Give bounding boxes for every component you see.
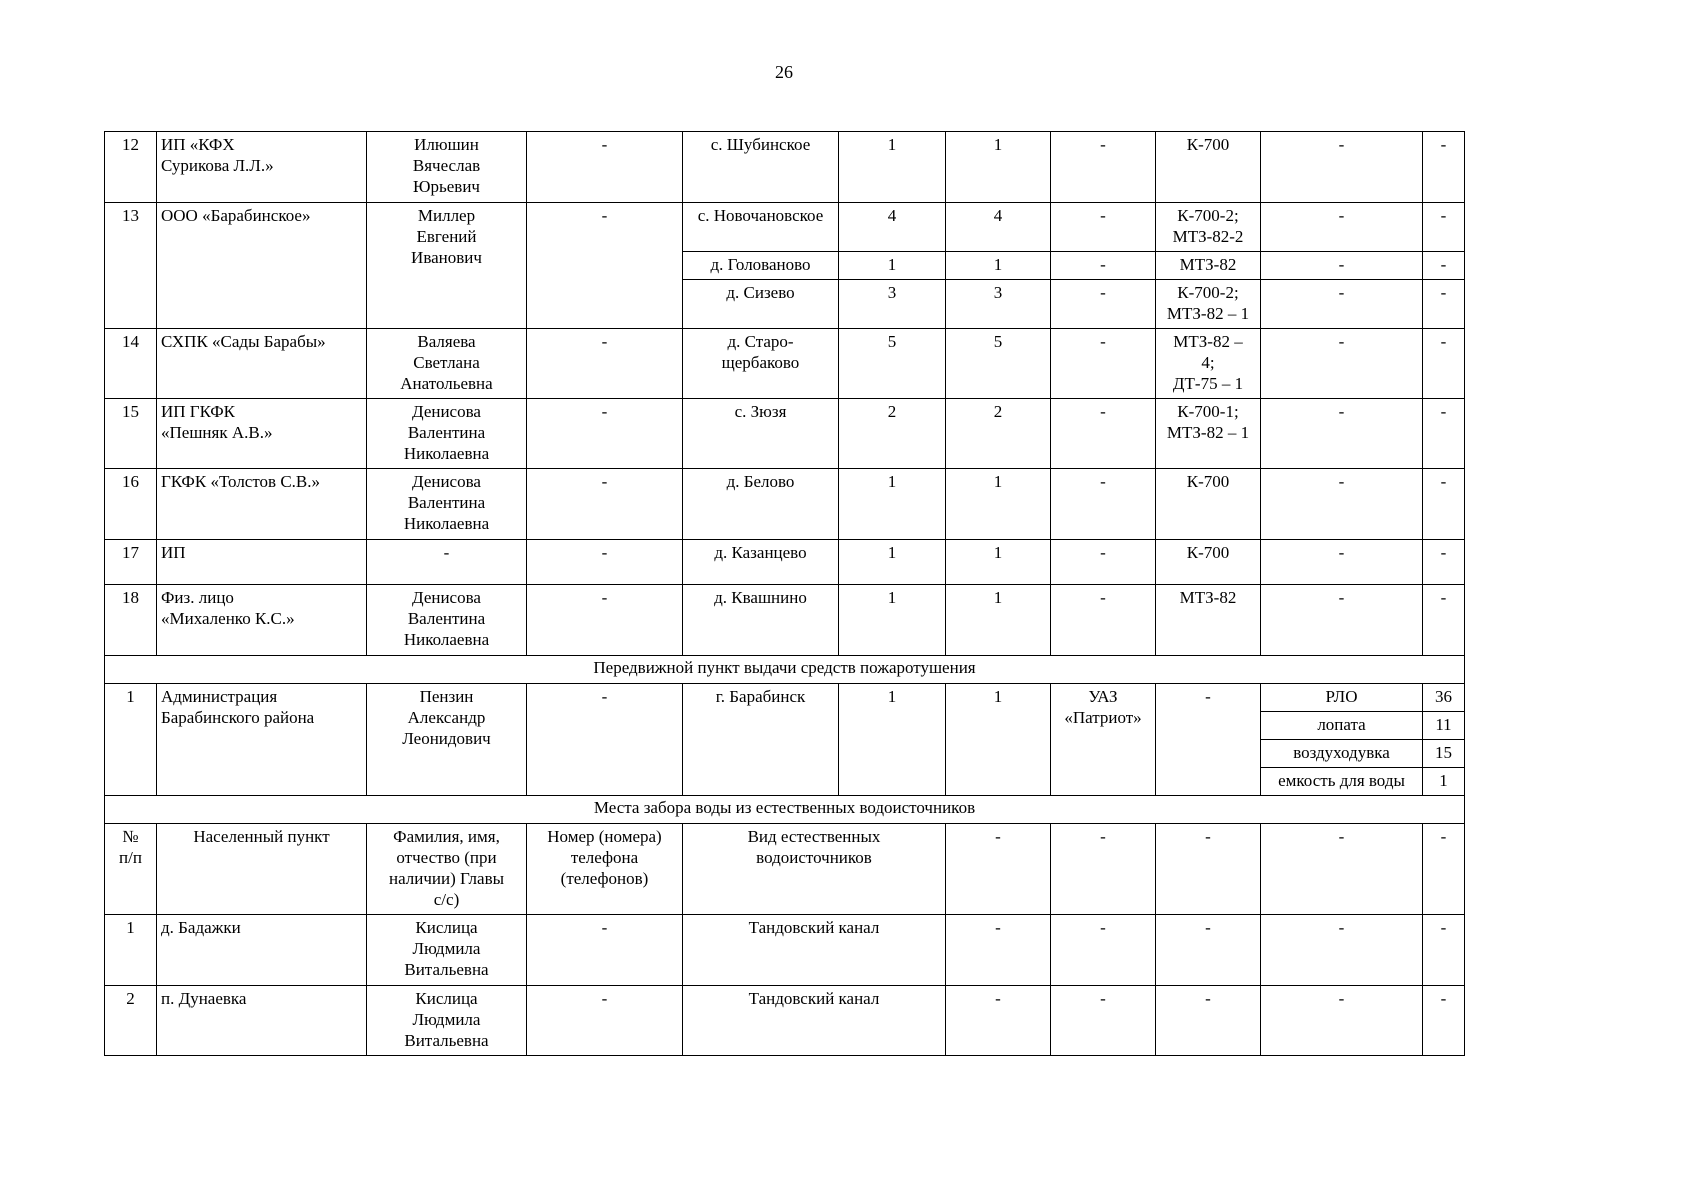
extinguishing-qty: 11 — [1423, 712, 1465, 740]
header-water-source: Вид естественных водоисточников — [683, 824, 946, 915]
settlement-cell: д. Голованово — [683, 252, 839, 280]
extinguishing-item: лопата — [1261, 712, 1423, 740]
dash-cell: - — [1261, 915, 1423, 986]
organization-name: ИП — [157, 540, 367, 585]
phone-cell: - — [527, 585, 683, 656]
table-row — [105, 540, 1465, 585]
count-cell: 1 — [946, 252, 1051, 280]
water-source-cell: Тандовский канал — [683, 986, 946, 1056]
dash-cell: - — [1261, 329, 1423, 399]
phone-cell: - — [527, 986, 683, 1056]
phone-cell: - — [527, 915, 683, 986]
table-row — [105, 132, 1465, 203]
phone-cell: - — [527, 399, 683, 469]
dash-cell: - — [1051, 399, 1156, 469]
dash-cell: - — [1423, 132, 1465, 203]
dash-cell: - — [1051, 280, 1156, 329]
dash-cell: - — [1051, 132, 1156, 203]
dash-cell: - — [1051, 540, 1156, 585]
count-cell: 2 — [946, 399, 1051, 469]
settlement-cell: д. Сизево — [683, 280, 839, 329]
dash-cell: - — [946, 824, 1051, 915]
head-name: Денисова Валентина Николаевна — [367, 399, 527, 469]
dash-cell: - — [1423, 585, 1465, 656]
dash-cell: - — [946, 915, 1051, 986]
settlement-cell: д. Казанцево — [683, 540, 839, 585]
dash-cell: - — [1261, 203, 1423, 252]
dash-cell: - — [1423, 986, 1465, 1056]
row-number: 1 — [105, 915, 157, 986]
dash-cell: - — [1423, 824, 1465, 915]
extinguishing-qty: 15 — [1423, 740, 1465, 768]
header-phone: Номер (номера) телефона (телефонов) — [527, 824, 683, 915]
dash-cell: - — [1051, 469, 1156, 540]
count-cell: 1 — [839, 252, 946, 280]
dash-cell: - — [1261, 280, 1423, 329]
count-cell: 3 — [946, 280, 1051, 329]
row-number: 2 — [105, 986, 157, 1056]
organization-name: Администрация Барабинского района — [157, 684, 367, 796]
count-cell: 1 — [839, 132, 946, 203]
dash-cell: - — [1156, 824, 1261, 915]
table-row — [105, 986, 1465, 1056]
extinguishing-item: емкость для воды — [1261, 768, 1423, 796]
dash-cell: - — [1261, 132, 1423, 203]
dash-cell: - — [1156, 915, 1261, 986]
row-number: 18 — [105, 585, 157, 656]
vehicle-cell: УАЗ «Патриот» — [1051, 684, 1156, 796]
head-name: Илюшин Вячеслав Юрьевич — [367, 132, 527, 203]
extinguishing-item: РЛО — [1261, 684, 1423, 712]
equipment-cell: К-700-1; МТЗ-82 – 1 — [1156, 399, 1261, 469]
dash-cell: - — [1261, 585, 1423, 656]
count-cell: 1 — [946, 684, 1051, 796]
extinguishing-qty: 1 — [1423, 768, 1465, 796]
phone-cell: - — [527, 132, 683, 203]
equipment-cell: МТЗ-82 – 4; ДТ-75 – 1 — [1156, 329, 1261, 399]
equipment-cell: МТЗ-82 — [1156, 252, 1261, 280]
count-cell: 5 — [839, 329, 946, 399]
dash-cell: - — [1051, 329, 1156, 399]
settlement-cell: г. Барабинск — [683, 684, 839, 796]
header-row — [105, 824, 1465, 915]
dash-cell: - — [1261, 399, 1423, 469]
row-number: 1 — [105, 684, 157, 796]
dash-cell: - — [1261, 986, 1423, 1056]
page-number: 26 — [775, 62, 793, 82]
head-name: Денисова Валентина Николаевна — [367, 469, 527, 540]
dash-cell: - — [1051, 824, 1156, 915]
settlement-cell: с. Новочановское — [683, 203, 839, 252]
dash-cell: - — [1423, 203, 1465, 252]
table-row — [105, 203, 1465, 252]
table-row — [105, 399, 1465, 469]
count-cell: 4 — [946, 203, 1051, 252]
dash-cell: - — [1423, 915, 1465, 986]
equipment-cell: К-700 — [1156, 132, 1261, 203]
row-number: 12 — [105, 132, 157, 203]
settlement-cell: с. Шубинское — [683, 132, 839, 203]
document-table — [104, 131, 1465, 1056]
dash-cell: - — [1423, 399, 1465, 469]
phone-cell: - — [527, 469, 683, 540]
equipment-cell: МТЗ-82 — [1156, 585, 1261, 656]
dash-cell: - — [1423, 329, 1465, 399]
header-settlement: Населенный пункт — [157, 824, 367, 915]
count-cell: 1 — [946, 132, 1051, 203]
settlement-cell: д. Квашнино — [683, 585, 839, 656]
count-cell: 1 — [839, 540, 946, 585]
dash-cell: - — [1051, 585, 1156, 656]
section-row — [105, 656, 1465, 684]
table-row — [105, 585, 1465, 656]
phone-cell: - — [527, 203, 683, 329]
head-name: Кислица Людмила Витальевна — [367, 986, 527, 1056]
settlement-cell: с. Зюзя — [683, 399, 839, 469]
settlement-cell: п. Дунаевка — [157, 986, 367, 1056]
dash-cell: - — [1051, 915, 1156, 986]
count-cell: 1 — [839, 469, 946, 540]
organization-name: Физ. лицо «Михаленко К.С.» — [157, 585, 367, 656]
table-row — [105, 329, 1465, 399]
table-row — [105, 915, 1465, 986]
head-name: Пензин Александр Леонидович — [367, 684, 527, 796]
dash-cell: - — [1423, 540, 1465, 585]
count-cell: 1 — [946, 469, 1051, 540]
phone-cell: - — [527, 329, 683, 399]
organization-name: ГКФК «Толстов С.В.» — [157, 469, 367, 540]
count-cell: 1 — [839, 684, 946, 796]
section-row — [105, 796, 1465, 824]
equipment-cell: К-700 — [1156, 469, 1261, 540]
dash-cell: - — [1423, 469, 1465, 540]
equipment-cell: К-700-2; МТЗ-82 – 1 — [1156, 280, 1261, 329]
phone-cell: - — [527, 684, 683, 796]
dash-cell: - — [1051, 252, 1156, 280]
settlement-cell: д. Бадажки — [157, 915, 367, 986]
water-source-cell: Тандовский канал — [683, 915, 946, 986]
dash-cell: - — [1156, 986, 1261, 1056]
table-row — [105, 469, 1465, 540]
dash-cell: - — [1261, 824, 1423, 915]
extinguishing-item: воздуходувка — [1261, 740, 1423, 768]
row-number: 14 — [105, 329, 157, 399]
row-number: 17 — [105, 540, 157, 585]
organization-name: ООО «Барабинское» — [157, 203, 367, 329]
dash-cell: - — [1423, 280, 1465, 329]
count-cell: 1 — [946, 540, 1051, 585]
header-number: № п/п — [105, 824, 157, 915]
phone-cell: - — [527, 540, 683, 585]
count-cell: 2 — [839, 399, 946, 469]
head-name: Кислица Людмила Витальевна — [367, 915, 527, 986]
dash-cell: - — [1261, 469, 1423, 540]
table-row — [105, 684, 1465, 712]
row-number: 16 — [105, 469, 157, 540]
organization-name: ИП ГКФК «Пешняк А.В.» — [157, 399, 367, 469]
organization-name: СХПК «Сады Барабы» — [157, 329, 367, 399]
head-name: Миллер Евгений Иванович — [367, 203, 527, 329]
count-cell: 3 — [839, 280, 946, 329]
row-number: 15 — [105, 399, 157, 469]
dash-cell: - — [946, 986, 1051, 1056]
equipment-cell: - — [1156, 684, 1261, 796]
head-name: - — [367, 540, 527, 585]
count-cell: 1 — [839, 585, 946, 656]
dash-cell: - — [1261, 252, 1423, 280]
count-cell: 5 — [946, 329, 1051, 399]
organization-name: ИП «КФХ Сурикова Л.Л.» — [157, 132, 367, 203]
row-number: 13 — [105, 203, 157, 329]
head-name: Денисова Валентина Николаевна — [367, 585, 527, 656]
dash-cell: - — [1423, 252, 1465, 280]
dash-cell: - — [1051, 203, 1156, 252]
extinguishing-qty: 36 — [1423, 684, 1465, 712]
count-cell: 4 — [839, 203, 946, 252]
settlement-cell: д. Белово — [683, 469, 839, 540]
section-title-water-sources: Места забора воды из естественных водоисточников — [105, 796, 1465, 824]
dash-cell: - — [1261, 540, 1423, 585]
section-title-mobile-point: Передвижной пункт выдачи средств пожаротушения — [105, 656, 1465, 684]
dash-cell: - — [1051, 986, 1156, 1056]
settlement-cell: д. Старо- щербаково — [683, 329, 839, 399]
equipment-cell: К-700 — [1156, 540, 1261, 585]
head-name: Валяева Светлана Анатольевна — [367, 329, 527, 399]
header-head-name: Фамилия, имя, отчество (при наличии) Главы с/с) — [367, 824, 527, 915]
count-cell: 1 — [946, 585, 1051, 656]
equipment-cell: К-700-2; МТЗ-82-2 — [1156, 203, 1261, 252]
